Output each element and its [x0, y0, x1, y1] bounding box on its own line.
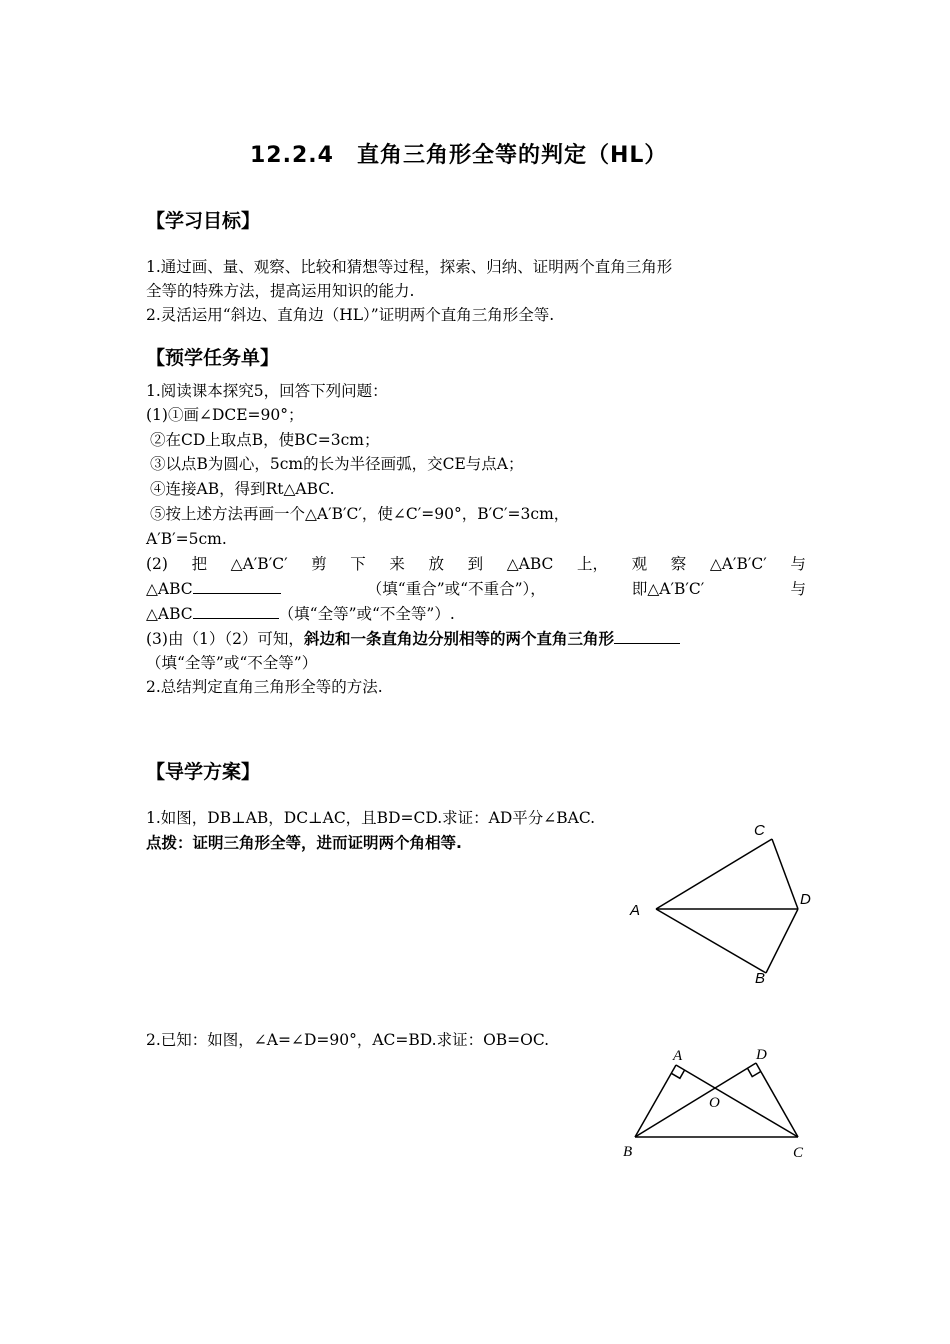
- p2-token: 剪: [311, 555, 327, 573]
- section-heading-goals: 【学习目标】: [146, 210, 261, 232]
- answer-blank[interactable]: [193, 577, 281, 594]
- p2-token: △A′B′C′: [709, 555, 767, 573]
- p2-token: 来: [389, 555, 405, 573]
- preview-step-3: ③以点B为圆心，5cm的长为半径画弧，交CE与点A；: [150, 455, 524, 473]
- goal-1-line-1: 1.通过画、量、观察、比较和猜想等过程，探索、归纳、证明两个直角三角形: [146, 258, 673, 276]
- answer-blank[interactable]: [193, 602, 279, 619]
- segment-ac: [656, 839, 772, 909]
- p2-token: 与: [790, 580, 806, 598]
- p2-token: △ABC: [146, 580, 193, 598]
- p2-token: 上，: [576, 555, 608, 573]
- preview-part-3-line-1: [146, 627, 680, 651]
- example-1-hint: 点拨：证明三角形全等，进而证明两个角相等.: [146, 834, 462, 852]
- p3-prefix: (3)由（1）（2）可知，: [146, 630, 304, 648]
- p2-token: 观: [631, 555, 648, 573]
- example-1: 1.如图，DB⊥AB，DC⊥AC，且BD=CD.求证：AD平分∠BAC.: [146, 809, 596, 827]
- preview-question-2: 2.总结判定直角三角形全等的方法.: [146, 678, 383, 696]
- p2-token: 察: [670, 555, 687, 573]
- label-c: C: [754, 822, 765, 839]
- preview-step-5: ⑤按上述方法再画一个△A′B′C′，使∠C′=90°，B′C′=3cm，: [150, 505, 570, 523]
- p2-token: 放: [428, 555, 445, 573]
- preview-part-2-line-2: [146, 577, 806, 601]
- section-heading-guide: 【导学方案】: [146, 761, 261, 783]
- p2-abc-blank-group: [146, 577, 281, 601]
- segment-bd: [635, 1063, 756, 1137]
- p2-token: 把: [191, 555, 208, 573]
- p2-token: 下: [350, 555, 366, 573]
- label-o: O: [709, 1095, 720, 1111]
- label-b: B: [623, 1144, 633, 1160]
- label-d: D: [756, 1047, 767, 1063]
- p2-token: 到: [467, 555, 484, 573]
- label-d: D: [800, 891, 811, 908]
- goal-2: 2.灵活运用“斜边、直角边（HL）”证明两个直角三角形全等.: [146, 306, 555, 324]
- preview-question-1: 1.阅读课本探究5，回答下列问题：: [146, 382, 388, 400]
- page-title: 12.2.4 直角三角形全等的判定（HL）: [250, 143, 668, 168]
- example-2: 2.已知：如图，∠A=∠D=90°，AC=BD.求证：OB=OC.: [146, 1031, 550, 1049]
- p2-token: △ABC: [506, 555, 554, 573]
- p2-token: （填“重合”或“不重合”），: [366, 580, 546, 598]
- figure-2-triangles: [615, 1040, 815, 1170]
- right-angle-mark-d: [748, 1068, 761, 1076]
- p2-token: △ABC: [146, 605, 193, 623]
- label-a: A: [630, 902, 641, 919]
- preview-step-5-continued: A′B′=5cm.: [146, 530, 227, 548]
- label-c: C: [793, 1145, 804, 1161]
- segment-cd: [772, 839, 798, 909]
- preview-step-4: ④连接AB，得到Rt△ABC.: [150, 480, 335, 498]
- p2-token: △A′B′C′: [230, 555, 288, 573]
- segment-dc: [756, 1063, 798, 1137]
- preview-step-1: (1)①画∠DCE=90°；: [146, 406, 304, 424]
- p3-statement: 斜边和一条直角边分别相等的两个直角三角形: [303, 630, 614, 648]
- segment-db: [766, 909, 798, 973]
- section-heading-preview: 【预学任务单】: [146, 347, 280, 369]
- p2-token: （填“全等”或“不全等”）.: [278, 605, 455, 623]
- segment-ab: [656, 909, 766, 973]
- preview-part-2-line-3: [146, 602, 455, 626]
- segment-ba: [635, 1065, 676, 1137]
- preview-part-2-line-1: [146, 552, 806, 576]
- goal-1-line-2: 全等的特殊方法，提高运用知识的能力.: [146, 282, 415, 300]
- p2-token: 即△A′B′C′: [631, 580, 705, 598]
- preview-part-3-line-2: （填“全等”或“不全等”）: [146, 654, 318, 672]
- label-a: A: [673, 1048, 683, 1064]
- label-b: B: [755, 970, 766, 987]
- p2-token: 与: [790, 555, 806, 573]
- preview-step-2: ②在CD上取点B，使BC=3cm；: [150, 431, 380, 449]
- answer-blank[interactable]: [614, 627, 680, 644]
- p2-token: (2): [146, 555, 168, 573]
- figure-1-kite: [620, 815, 820, 995]
